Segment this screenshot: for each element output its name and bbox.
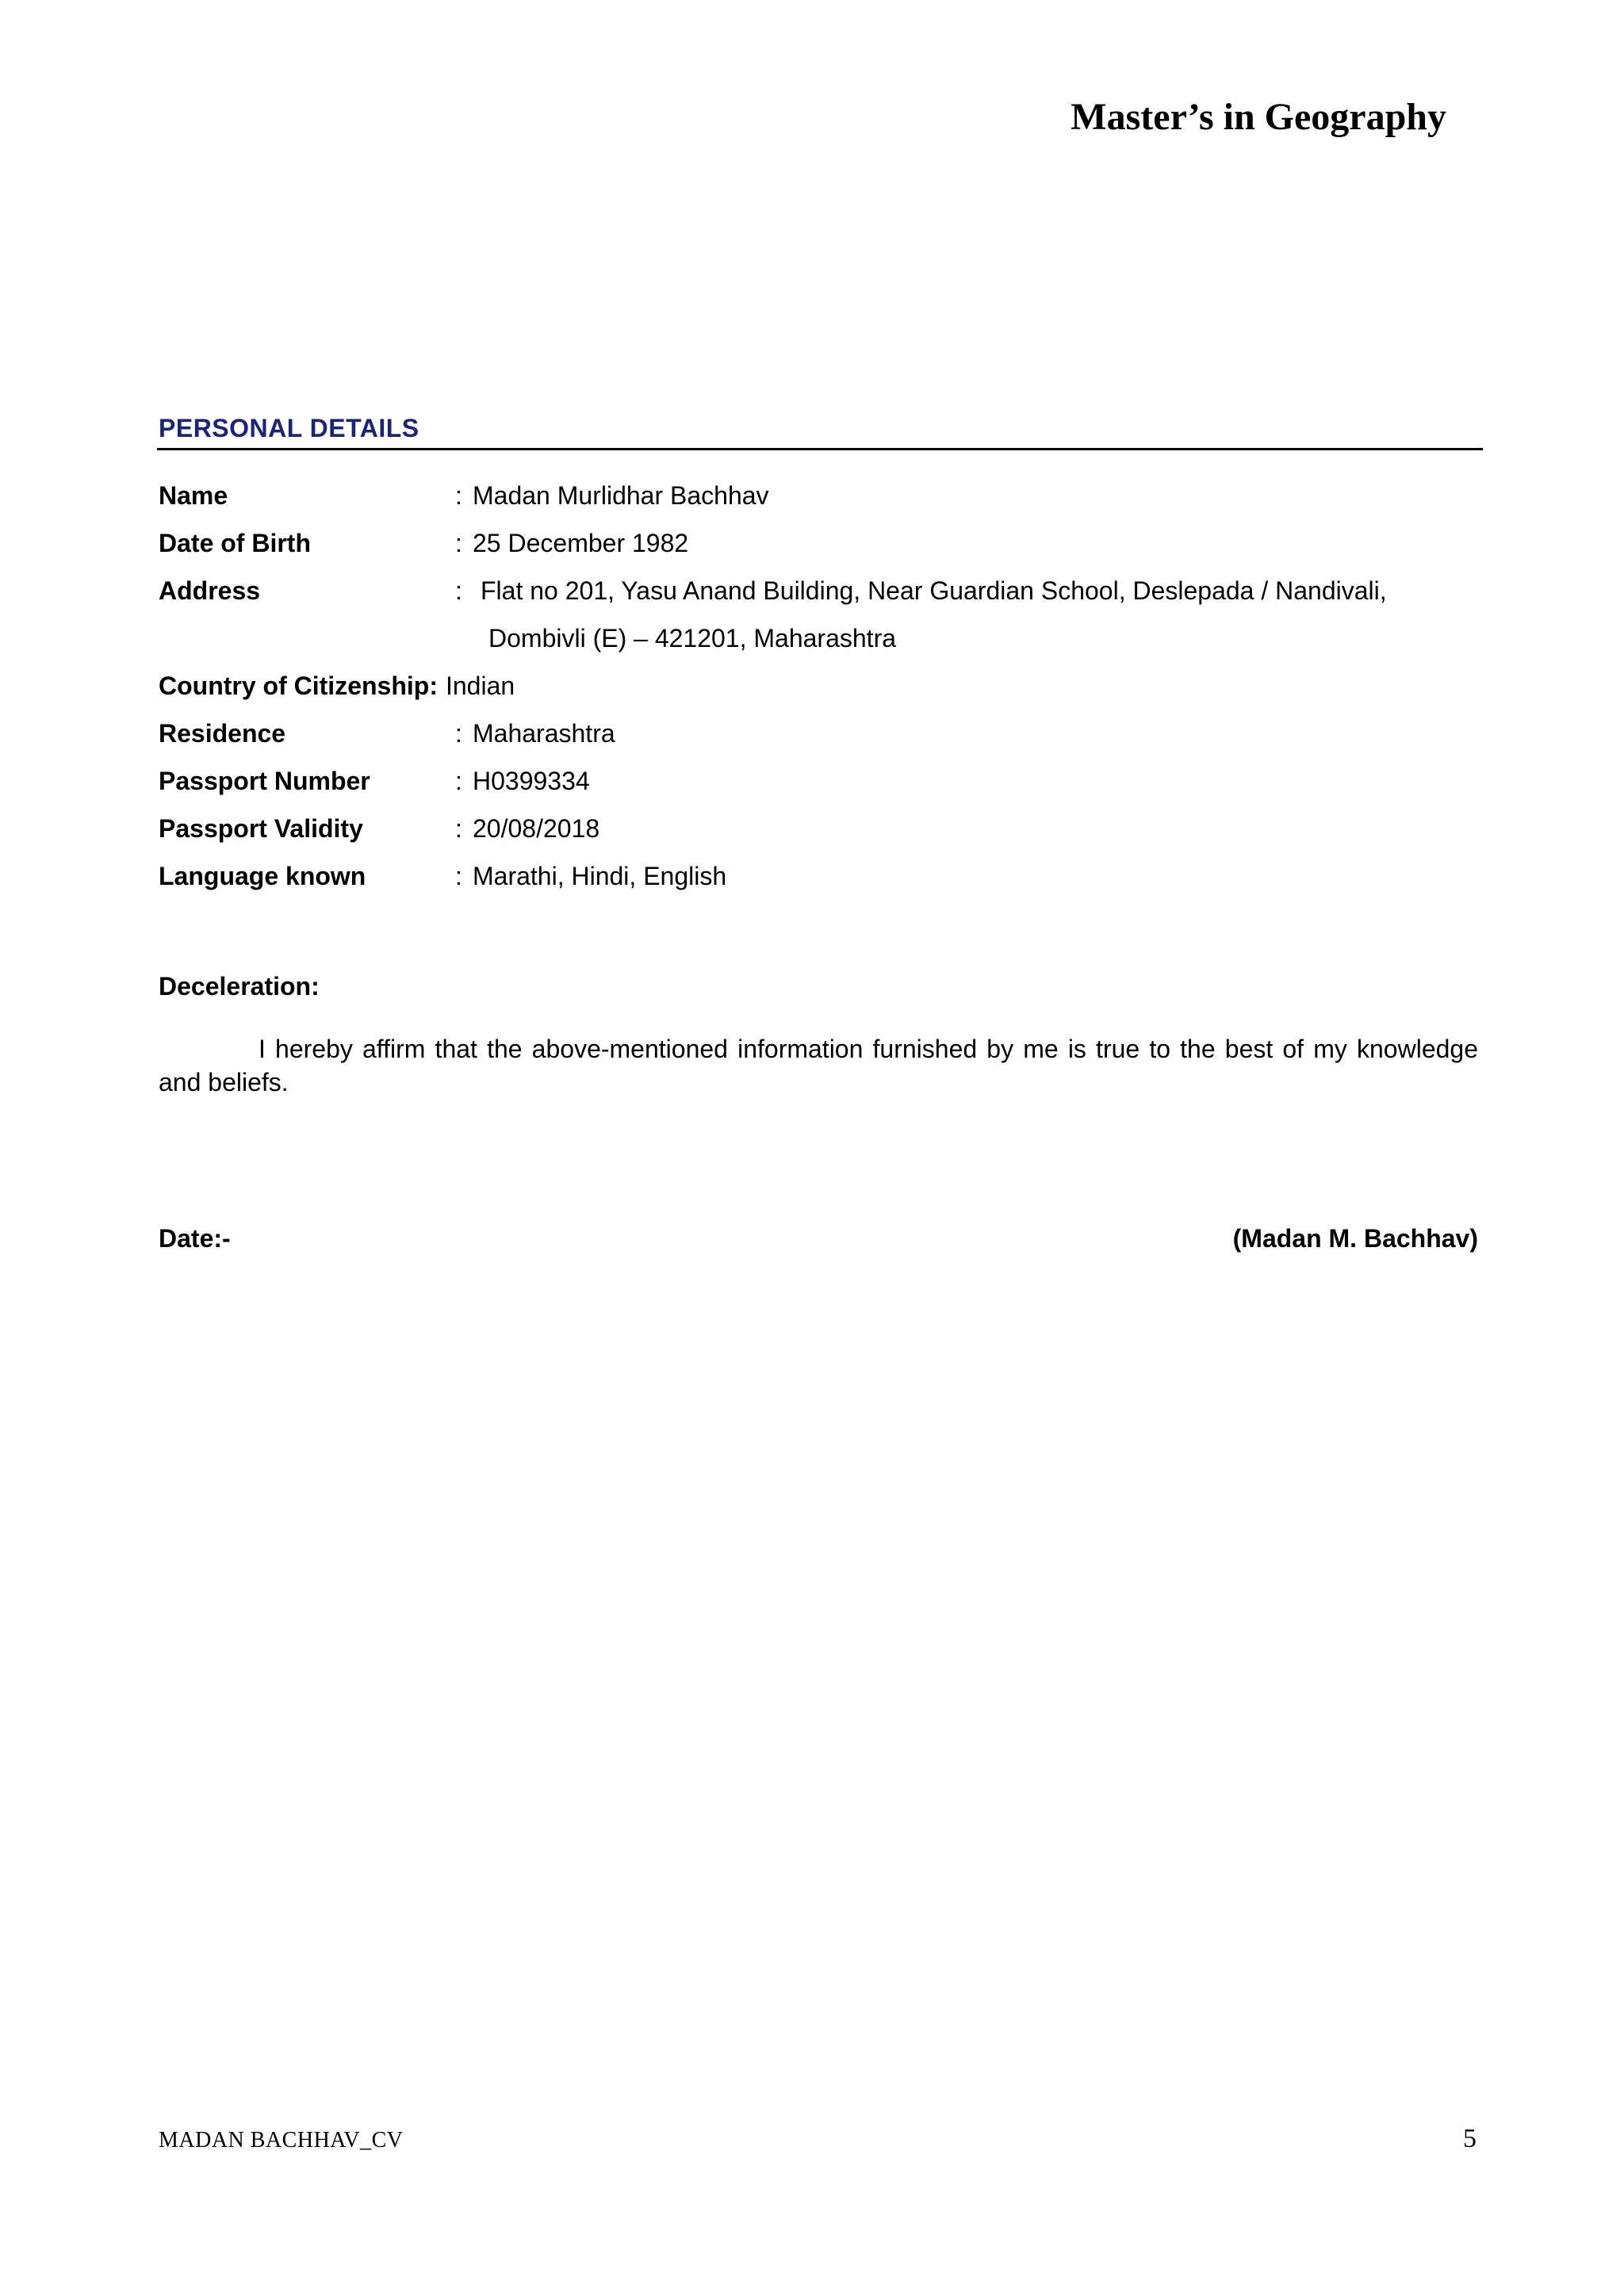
declaration-heading: Deceleration: [159, 972, 320, 1001]
personal-details-list [159, 476, 1475, 904]
detail-value: Flat no 201, Yasu Anand Building, Near Guardian School, Deslepada / Nandivali, [481, 576, 1387, 605]
footer-page-number: 5 [1463, 2124, 1477, 2153]
detail-value: Marathi, Hindi, English [473, 862, 727, 890]
detail-value: Maharashtra [473, 719, 615, 748]
detail-separator: : [455, 719, 462, 748]
detail-label: Residence [159, 719, 286, 748]
detail-value: Indian [445, 672, 515, 700]
detail-label: Passport Validity [159, 814, 363, 843]
detail-value: Madan Murlidhar Bachhav [473, 481, 769, 510]
detail-separator: : [455, 767, 462, 795]
detail-value-continuation: Dombivli (E) – 421201, Maharashtra [488, 624, 897, 652]
detail-separator: : [455, 481, 462, 510]
detail-row-name [159, 476, 1475, 523]
detail-row-date-of-birth [159, 523, 1475, 571]
detail-label: Name [159, 481, 228, 510]
detail-value: 20/08/2018 [473, 814, 600, 843]
detail-separator: : [455, 576, 462, 605]
detail-label: Language known [159, 862, 366, 890]
page-header-title: Master’s in Geography [1071, 96, 1446, 138]
detail-separator: : [455, 814, 462, 843]
detail-value: H0399334 [473, 767, 590, 795]
date-label: Date:- [159, 1224, 231, 1253]
detail-separator: : [455, 529, 462, 557]
detail-row-passport-validity [159, 809, 1475, 856]
footer-document-name: MADAN BACHHAV_CV [159, 2128, 404, 2152]
detail-label: Date of Birth [159, 529, 311, 557]
detail-value: 25 December 1982 [473, 529, 689, 557]
section-divider [157, 448, 1483, 450]
detail-separator: : [455, 862, 462, 890]
detail-row-address-continuation [159, 618, 1475, 666]
detail-row-residence [159, 714, 1475, 761]
detail-row-passport-number [159, 761, 1475, 809]
section-heading-personal-details: PERSONAL DETAILS [159, 414, 419, 442]
signature-name: (Madan M. Bachhav) [1232, 1224, 1478, 1253]
detail-label: Country of Citizenship: [159, 672, 438, 700]
detail-row-language-known [159, 856, 1475, 904]
declaration-text: I hereby affirm that the above-mentioned information furnished by me is true to the best of my knowledge and beliefs. [159, 1035, 1478, 1096]
detail-row-country-of-citizenship [159, 666, 1475, 714]
detail-label: Address [159, 576, 261, 605]
detail-label: Passport Number [159, 767, 370, 795]
detail-row-address [159, 571, 1475, 618]
